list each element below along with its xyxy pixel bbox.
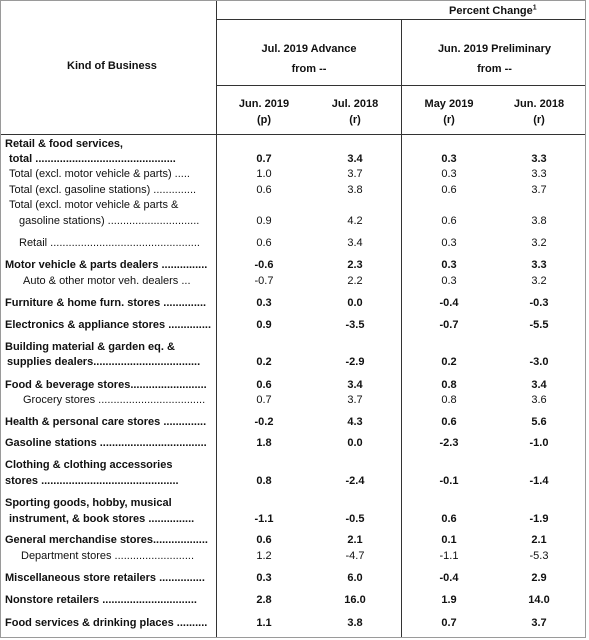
col1-heading-line1: Jun. 2019 — [238, 98, 290, 110]
col3-heading-line1: May 2019 — [424, 98, 474, 110]
row-value-col4: -0.3 — [529, 297, 549, 309]
row-value-col1: 0.6 — [256, 237, 272, 249]
row-value-col1: 0.6 — [256, 184, 272, 196]
row-value-col3: 0.6 — [441, 416, 457, 428]
row-value-col2: 3.8 — [347, 617, 363, 629]
row-value-col3: 0.6 — [441, 184, 457, 196]
row-value-col2: 4.2 — [347, 215, 363, 227]
row-label: instrument, & book stores ............... — [9, 513, 195, 525]
row-value-col1: 1.0 — [256, 168, 272, 180]
row-label: stores ............................................. — [5, 475, 179, 487]
row-label: Health & personal care stores .............. — [5, 416, 207, 428]
row-value-col1: 0.6 — [256, 379, 272, 391]
row-value-col2: 4.3 — [347, 416, 363, 428]
row-value-col4: -1.0 — [529, 437, 549, 449]
row-value-col4: 2.9 — [531, 572, 547, 584]
row-value-col1: 0.2 — [256, 356, 272, 368]
row-value-col2: -2.9 — [345, 356, 365, 368]
row-value-col3: 0.3 — [441, 259, 457, 271]
row-label: Food & beverage stores......................... — [5, 379, 207, 391]
row-value-col1: 2.8 — [256, 594, 272, 606]
divider-label-col — [216, 1, 217, 637]
row-value-col2: 3.4 — [347, 237, 363, 249]
row-value-col2: 3.8 — [347, 184, 363, 196]
row-value-col2: 3.7 — [347, 394, 363, 406]
row-value-col2: 0.0 — [347, 297, 363, 309]
row-label: Auto & other motor veh. dealers ... — [23, 275, 191, 287]
row-value-col4: 3.6 — [531, 394, 547, 406]
row-value-col2: 0.0 — [347, 437, 363, 449]
row-value-col4: 3.2 — [531, 275, 547, 287]
row-value-col4: 5.6 — [531, 416, 547, 428]
divider-header — [1, 134, 585, 135]
row-value-col2: -4.7 — [345, 550, 365, 562]
kind-of-business-heading: Kind of Business — [67, 60, 157, 72]
group1-heading-line2: from -- — [291, 63, 327, 75]
row-label: Sporting goods, hobby, musical — [5, 497, 172, 509]
row-value-col3: -0.4 — [439, 297, 459, 309]
row-value-col1: 0.3 — [256, 297, 272, 309]
row-label: Gasoline stations ................................... — [5, 437, 207, 449]
col4-heading-line1: Jun. 2018 — [513, 98, 565, 110]
row-value-col2: 2.2 — [347, 275, 363, 287]
row-value-col2: 3.4 — [347, 153, 363, 165]
row-value-col4: 3.3 — [531, 259, 547, 271]
row-value-col4: 3.7 — [531, 617, 547, 629]
row-value-col3: 0.6 — [441, 513, 457, 525]
row-value-col2: 3.4 — [347, 379, 363, 391]
row-label: Electronics & appliance stores .............. — [5, 319, 212, 331]
row-value-col1: 0.8 — [256, 475, 272, 487]
divider-group — [401, 19, 402, 637]
row-label: Grocery stores ................................... — [23, 394, 206, 406]
row-value-col3: -1.1 — [439, 550, 459, 562]
row-label: Retail ................................................. — [19, 237, 200, 249]
row-label: Retail & food services, — [5, 138, 123, 150]
row-label: gasoline stations) .............................. — [19, 215, 200, 227]
row-value-col2: -3.5 — [345, 319, 365, 331]
row-value-col3: 0.6 — [441, 215, 457, 227]
group2-heading-line2: from -- — [477, 63, 512, 75]
group2-heading-line1: Jun. 2019 Preliminary — [437, 43, 552, 55]
row-value-col4: 14.0 — [528, 594, 550, 606]
divider-percent-change — [216, 19, 585, 20]
col4-heading-line2: (r) — [533, 114, 545, 126]
row-label: Total (excl. gasoline stations) .............. — [9, 184, 197, 196]
row-value-col4: -3.0 — [529, 356, 549, 368]
row-value-col1: 0.6 — [256, 534, 272, 546]
row-value-col3: 0.2 — [441, 356, 457, 368]
row-value-col3: 0.7 — [441, 617, 457, 629]
row-value-col2: 6.0 — [347, 572, 363, 584]
row-value-col4: 3.8 — [531, 215, 547, 227]
col3-heading-line2: (r) — [443, 114, 455, 126]
row-value-col1: 1.8 — [256, 437, 272, 449]
row-value-col3: -0.1 — [439, 475, 459, 487]
row-value-col4: 3.2 — [531, 237, 547, 249]
row-value-col3: 0.3 — [441, 275, 457, 287]
percent-change-heading: Percent Change$^1$ — [449, 4, 537, 17]
row-label: total .............................................. — [9, 153, 176, 165]
row-value-col3: 0.3 — [441, 153, 457, 165]
row-value-col2: 2.1 — [347, 534, 363, 546]
row-label: Total (excl. motor vehicle & parts) ..... — [9, 168, 190, 180]
row-value-col2: -0.5 — [345, 513, 365, 525]
row-value-col1: 1.1 — [256, 617, 272, 629]
row-value-col1: 0.9 — [256, 215, 272, 227]
row-value-col3: -2.3 — [439, 437, 459, 449]
row-value-col4: 3.3 — [531, 168, 547, 180]
row-value-col4: 3.4 — [531, 379, 547, 391]
row-value-col4: 3.3 — [531, 153, 547, 165]
row-value-col3: 0.3 — [441, 168, 457, 180]
row-value-col3: 0.8 — [441, 379, 457, 391]
row-value-col2: 3.7 — [347, 168, 363, 180]
row-label: Nonstore retailers ............................... — [5, 594, 197, 606]
row-label: Food services & drinking places .......... — [5, 617, 208, 629]
row-value-col3: 0.8 — [441, 394, 457, 406]
row-value-col3: 0.3 — [441, 237, 457, 249]
row-label: General merchandise stores.................. — [5, 534, 208, 546]
row-value-col4: -5.3 — [529, 550, 549, 562]
col1-heading-line2: (p) — [256, 114, 272, 126]
row-label: Total (excl. motor vehicle & parts & — [9, 199, 179, 211]
row-value-col1: 0.7 — [256, 153, 272, 165]
row-value-col3: 1.9 — [441, 594, 457, 606]
row-value-col2: 16.0 — [344, 594, 366, 606]
row-value-col2: -2.4 — [345, 475, 365, 487]
row-label: supplies dealers................................... — [7, 356, 201, 368]
row-value-col4: 2.1 — [531, 534, 547, 546]
row-label: Miscellaneous store retailers ............... — [5, 572, 205, 584]
col2-heading-line1: Jul. 2018 — [331, 98, 379, 110]
row-label: Motor vehicle & parts dealers ............... — [5, 259, 208, 271]
row-value-col1: 0.3 — [256, 572, 272, 584]
row-value-col1: 1.2 — [256, 550, 272, 562]
row-value-col4: -1.4 — [529, 475, 549, 487]
divider-subheader — [216, 85, 585, 86]
row-value-col1: 0.7 — [256, 394, 272, 406]
row-value-col1: -1.1 — [254, 513, 274, 525]
row-value-col3: 0.1 — [441, 534, 457, 546]
col2-heading-line2: (r) — [349, 114, 361, 126]
row-value-col3: -0.4 — [439, 572, 459, 584]
row-label: Department stores .......................... — [21, 550, 194, 562]
row-value-col2: 2.3 — [347, 259, 363, 271]
row-label: Furniture & home furn. stores .............. — [5, 297, 207, 309]
row-value-col1: 0.9 — [256, 319, 272, 331]
row-value-col1: -0.6 — [254, 259, 274, 271]
row-value-col3: -0.7 — [439, 319, 459, 331]
row-value-col4: 3.7 — [531, 184, 547, 196]
row-value-col4: -1.9 — [529, 513, 549, 525]
group1-heading-line1: Jul. 2019 Advance — [261, 43, 357, 55]
row-label: Clothing & clothing accessories — [5, 459, 173, 471]
row-value-col1: -0.2 — [254, 416, 274, 428]
row-value-col1: -0.7 — [254, 275, 274, 287]
row-value-col4: -5.5 — [529, 319, 549, 331]
row-label: Building material & garden eq. & — [5, 341, 175, 353]
